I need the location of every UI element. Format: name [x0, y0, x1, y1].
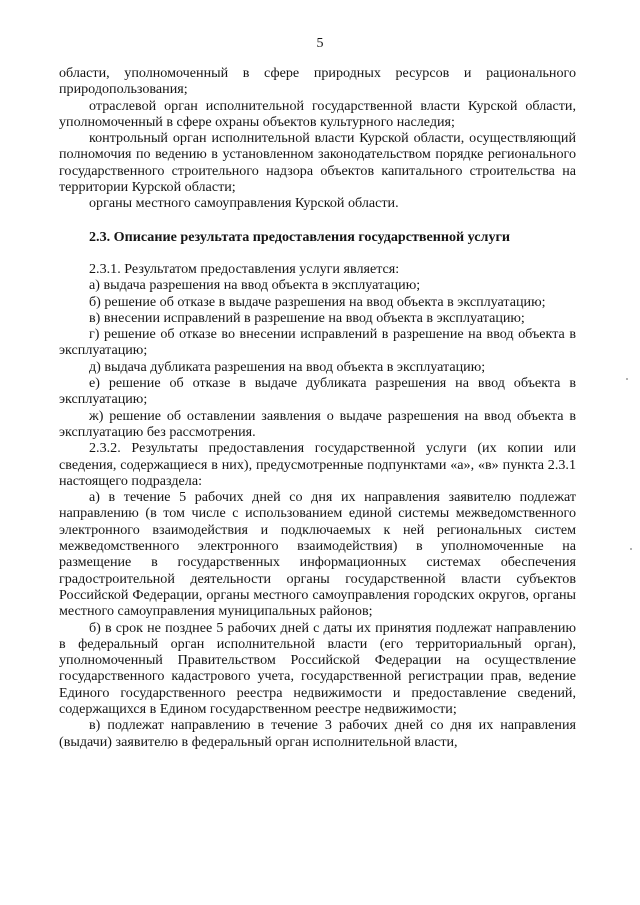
page-number: 5 — [316, 36, 324, 51]
section-heading: 2.3. Описание результата предоставления государственной услуги — [89, 228, 511, 245]
scan-speck — [626, 378, 628, 380]
paragraph: д) выдача дубликата разрешения на ввод объекта в эксплуатацию; — [89, 358, 486, 375]
paragraph: е) решение об отказе в выдаче дубликата разрешения на ввод объекта в эксплуатацию; — [59, 375, 576, 408]
paragraph: в) подлежат направлению в течение 3 рабочих дней со дня их направления (выдачи) заявителю в федеральный орган исполнительной власти, — [59, 717, 576, 750]
paragraph: отраслевой орган исполнительной государственной власти Курской области, уполномоченный в сфере охраны объектов культурного наследия; — [59, 97, 576, 130]
paragraph: 2.3.1. Результатом предоставления услуги является: — [89, 260, 400, 277]
paragraph: ж) решение об оставлении заявления о выдаче разрешения на ввод объекта в эксплуатацию без рассмотрения. — [59, 407, 576, 440]
paragraph: 2.3.2. Результаты предоставления государственной услуги (их копии или сведения, содержащиеся в них), предусмотренные подпунктами «а», «в» пункта 2.3.1 настоящего подраздела: — [59, 440, 576, 489]
paragraph: области, уполномоченный в сфере природных ресурсов и рационального природопользования; — [59, 65, 576, 98]
paragraph: органы местного самоуправления Курской области. — [89, 195, 399, 212]
paragraph: г) решение об отказе во внесении исправлений в разрешение на ввод объекта в эксплуатацию; — [59, 326, 576, 359]
paragraph: а) в течение 5 рабочих дней со дня их направления заявителю подлежат направлению (в том числе с использованием единой системы межведомственного электронного взаимодействия и подключаемых к ней региональных систем межведомственного электронного взаимодействия) в уполномоченные на размещение в государственных информационных системах обеспечения градостроительной деятельности органы государственной власти субъектов Российской Федерации, органы местного самоуправления городских округов, органы местного самоуправления муниципальных районов; — [59, 489, 576, 620]
paragraph: контрольный орган исполнительной власти Курской области, осуществляющий полномочия по ведению в установленном законодательством порядке регионального государственного строительного надзора объектов капитального строительства на территории Курской области; — [59, 130, 576, 196]
paragraph: в) внесении исправлений в разрешение на ввод объекта в эксплуатацию; — [89, 309, 525, 326]
paragraph: б) решение об отказе в выдаче разрешения на ввод объекта в эксплуатацию; — [89, 293, 546, 310]
document-body — [59, 65, 576, 750]
scan-speck — [630, 548, 632, 550]
paragraph: б) в срок не позднее 5 рабочих дней с даты их принятия подлежат направлению в федеральный орган исполнительной власти (его территориальный орган), уполномоченный Правительством Российской Федерации на осуществление государственного кадастрового учета, государственной регистрации прав, ведение Единого государственного реестра недвижимости и предоставление сведений, содержащихся в Едином государственном реестре недвижимости; — [59, 619, 576, 717]
paragraph: а) выдача разрешения на ввод объекта в эксплуатацию; — [89, 277, 421, 294]
